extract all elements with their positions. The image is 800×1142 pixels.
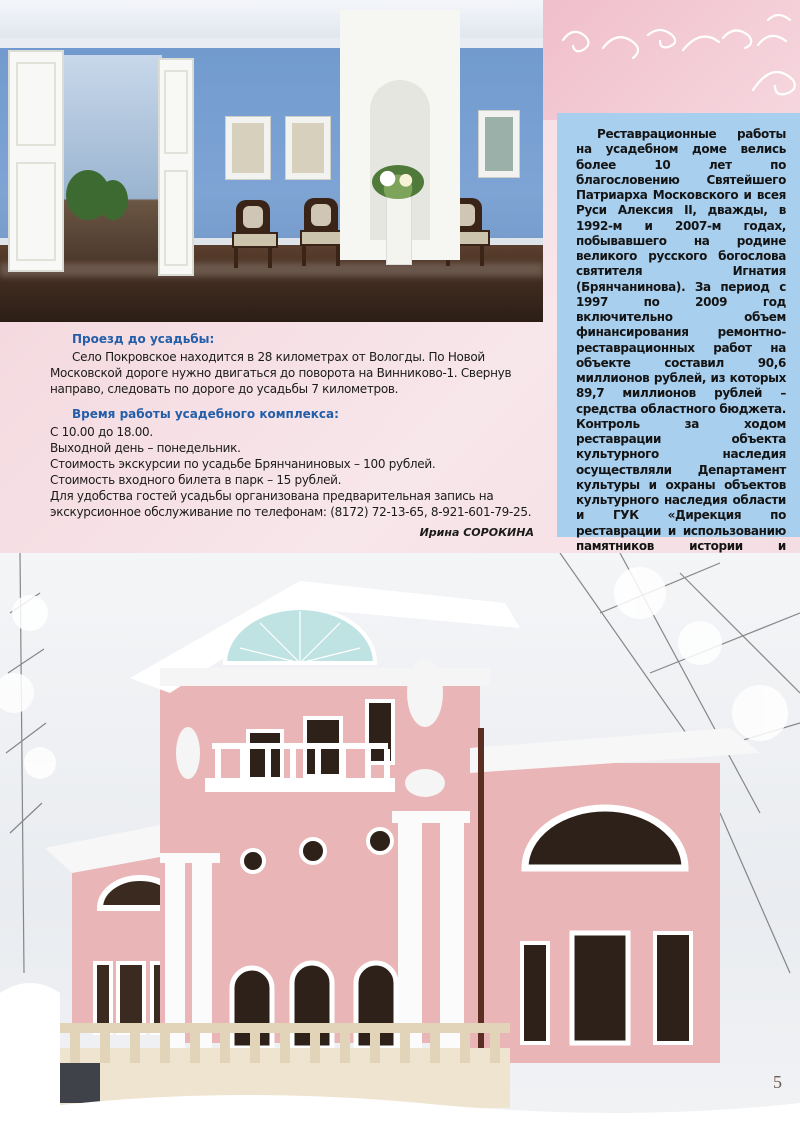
cornice <box>0 38 543 48</box>
framed-picture <box>285 116 331 180</box>
flower-stand <box>386 195 412 265</box>
route-text: Село Покровское находится в 28 километрах от Вологды. По Новой Московской дороге нужно двигаться до поворота на Винниково-1. Свернув направо, следовать по дороге до усадьбы 7 километров. <box>50 350 512 396</box>
interior-photo <box>0 0 543 322</box>
route-heading: Проезд до усадьбы: <box>72 332 215 346</box>
page-number: 5 <box>773 1072 782 1092</box>
flower-bouquet <box>372 165 424 199</box>
ceiling <box>0 0 543 42</box>
sidebar-text: Реставрационные работы на усадебном доме велись более 10 лет по благословению Святейшего Патриарха Московского и всея Руси Алексия II, дважды, в 1992-м и 2007-м годах, побывавшего на родине великого русского богослова святителя Игнатия (Брянчанинова). За период с 1997 по 2009 год включительно объем финансирования ремонтно-реставрационных работ на объекте составил 90,6 миллионов рублей, из которых 89,7 миллионов рублей – средства областного бюджета. Контроль за ходом реставрации объекта культурного наследия осуществляли Департамент культуры и охраны объектов культурного наследия области и ГУК «Дирекция по реставрации и использованию памятников истории и <box>576 127 786 553</box>
framed-picture <box>478 110 520 178</box>
left-door <box>8 50 64 272</box>
framed-picture <box>225 116 271 180</box>
open-doorway <box>62 55 162 260</box>
restoration-sidebar <box>557 113 800 553</box>
hours-heading: Время работы усадебного комплекса: <box>72 407 339 421</box>
potted-plant <box>98 180 128 220</box>
armchair <box>300 198 344 268</box>
author-signature: Ирина СОРОКИНА <box>419 526 534 539</box>
visitor-info <box>50 332 540 520</box>
manor-house-photo <box>0 553 800 1142</box>
hours-line: Выходной день – понедельник. <box>50 441 241 455</box>
armchair <box>232 200 276 270</box>
decorative-swirls <box>543 0 800 120</box>
hours-line: С 10.00 до 18.00. <box>50 425 153 439</box>
hours-line: Для удобства гостей усадьбы организована предварительная запись на экскурсионное обслуживание по телефонам: (8172) 72-13-65, 8-921-601-79-25. <box>50 489 532 519</box>
hours-line: Стоимость экскурсии по усадьбе Брянчаниновых – 100 рублей. <box>50 457 436 471</box>
right-door <box>158 58 194 276</box>
hours-line: Стоимость входного билета в парк – 15 рублей. <box>50 473 342 487</box>
